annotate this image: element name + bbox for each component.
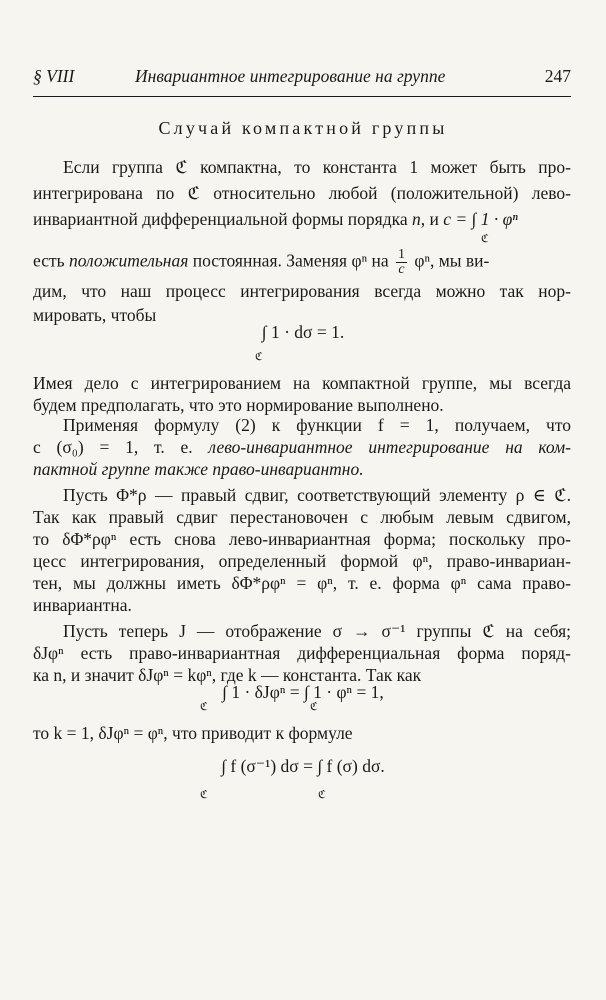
integral-limit: ℭ: [200, 789, 208, 801]
text-line: тен, мы должны иметь δΦ*ρφⁿ = φⁿ, т. е. форма φⁿ сама право-: [33, 573, 571, 593]
text-span: инвариантной дифференциальной формы порядка: [33, 209, 412, 229]
text-line: то k = 1, δJφⁿ = φⁿ, что приводит к формуле: [33, 723, 353, 743]
text-line: [33, 208, 571, 230]
equation-jacobian: ∫ 1 · δJφⁿ = ∫ 1 · φⁿ = 1,: [222, 682, 384, 702]
equation-inversion: ∫ f (σ⁻¹) dσ = ∫ f (σ) dσ.: [221, 756, 385, 776]
header-title: Инвариантное интегрирование на группе: [135, 66, 446, 86]
page-number: 247: [544, 66, 571, 86]
text-line: δJφⁿ есть право-инвариантная дифференциальная форма поряд-: [33, 643, 571, 663]
integral-limit: ℭ: [481, 233, 489, 245]
italic-term: лево-инвариантное интегрирование на ком-: [208, 437, 571, 457]
text-line: Так как правый сдвиг перестановочен с любым левым сдвигом,: [33, 507, 571, 527]
text-line: [33, 248, 571, 277]
integral-limit: ℭ: [310, 701, 318, 713]
text-line: дим, что наш процесс интегрирования всегда можно так нор-: [33, 281, 571, 301]
text-line: Пусть Φ*ρ — правый сдвиг, соответствующий элементу ρ ∈ ℭ.: [63, 485, 571, 505]
text-line: [33, 436, 571, 458]
equation-normalization: ∫ 1 · dσ = 1.: [261, 322, 345, 342]
text-line: то δΦ*ρφⁿ есть снова лево-инвариантная форма; поскольку про-: [33, 529, 571, 549]
text-span: постоянная. Заменяя φⁿ на: [188, 250, 393, 271]
text-line: пактной группе также право-инвариантно.: [33, 459, 364, 479]
text-line: инвариантна.: [33, 595, 132, 615]
text-span: φⁿ, мы ви-: [409, 250, 490, 271]
italic-term: положительная: [68, 250, 189, 271]
fraction: [396, 248, 407, 277]
text-line: Если группа ℭ компактна, то константа 1 может быть про-: [63, 157, 571, 177]
integral-limit: ℭ: [200, 701, 208, 713]
text-line: Имея дело с интегрированием на компактной группе, мы всегда: [33, 373, 571, 393]
text-line: Применяя формулу (2) к функции f = 1, получаем, что: [63, 415, 571, 435]
text-line: ка n, и значит δJφⁿ = kφⁿ, где k — константа. Так как: [33, 665, 422, 685]
header-section: § VIII: [33, 66, 75, 86]
text-span: есть: [33, 250, 69, 271]
text-span: , и: [420, 209, 444, 229]
header-rule: [33, 96, 571, 97]
text-line: цесс интегрирования, определенный формой φⁿ, право-инвариан-: [33, 551, 571, 571]
text-line: интегрирована по ℭ относительно любой (положительной) лево-: [33, 183, 571, 203]
math-expr: c = ∫ 1 · φⁿ: [443, 209, 518, 229]
running-header: [33, 66, 571, 92]
integral-limit: ℭ: [255, 351, 263, 363]
fraction-numerator: 1: [397, 247, 405, 262]
section-title: Случай компактной группы: [158, 118, 448, 138]
text-line: мировать, чтобы: [33, 305, 157, 325]
text-span: c (σ₀) = 1, т. е.: [33, 437, 209, 457]
text-line: Пусть теперь J — отображение σ → σ⁻¹ группы ℭ на себя;: [63, 621, 571, 641]
text-line: будем предполагать, что это нормирование выполнено.: [33, 395, 444, 415]
integral-limit: ℭ: [318, 789, 326, 801]
math-var: n: [411, 209, 421, 229]
fraction-denominator: c: [398, 262, 405, 277]
